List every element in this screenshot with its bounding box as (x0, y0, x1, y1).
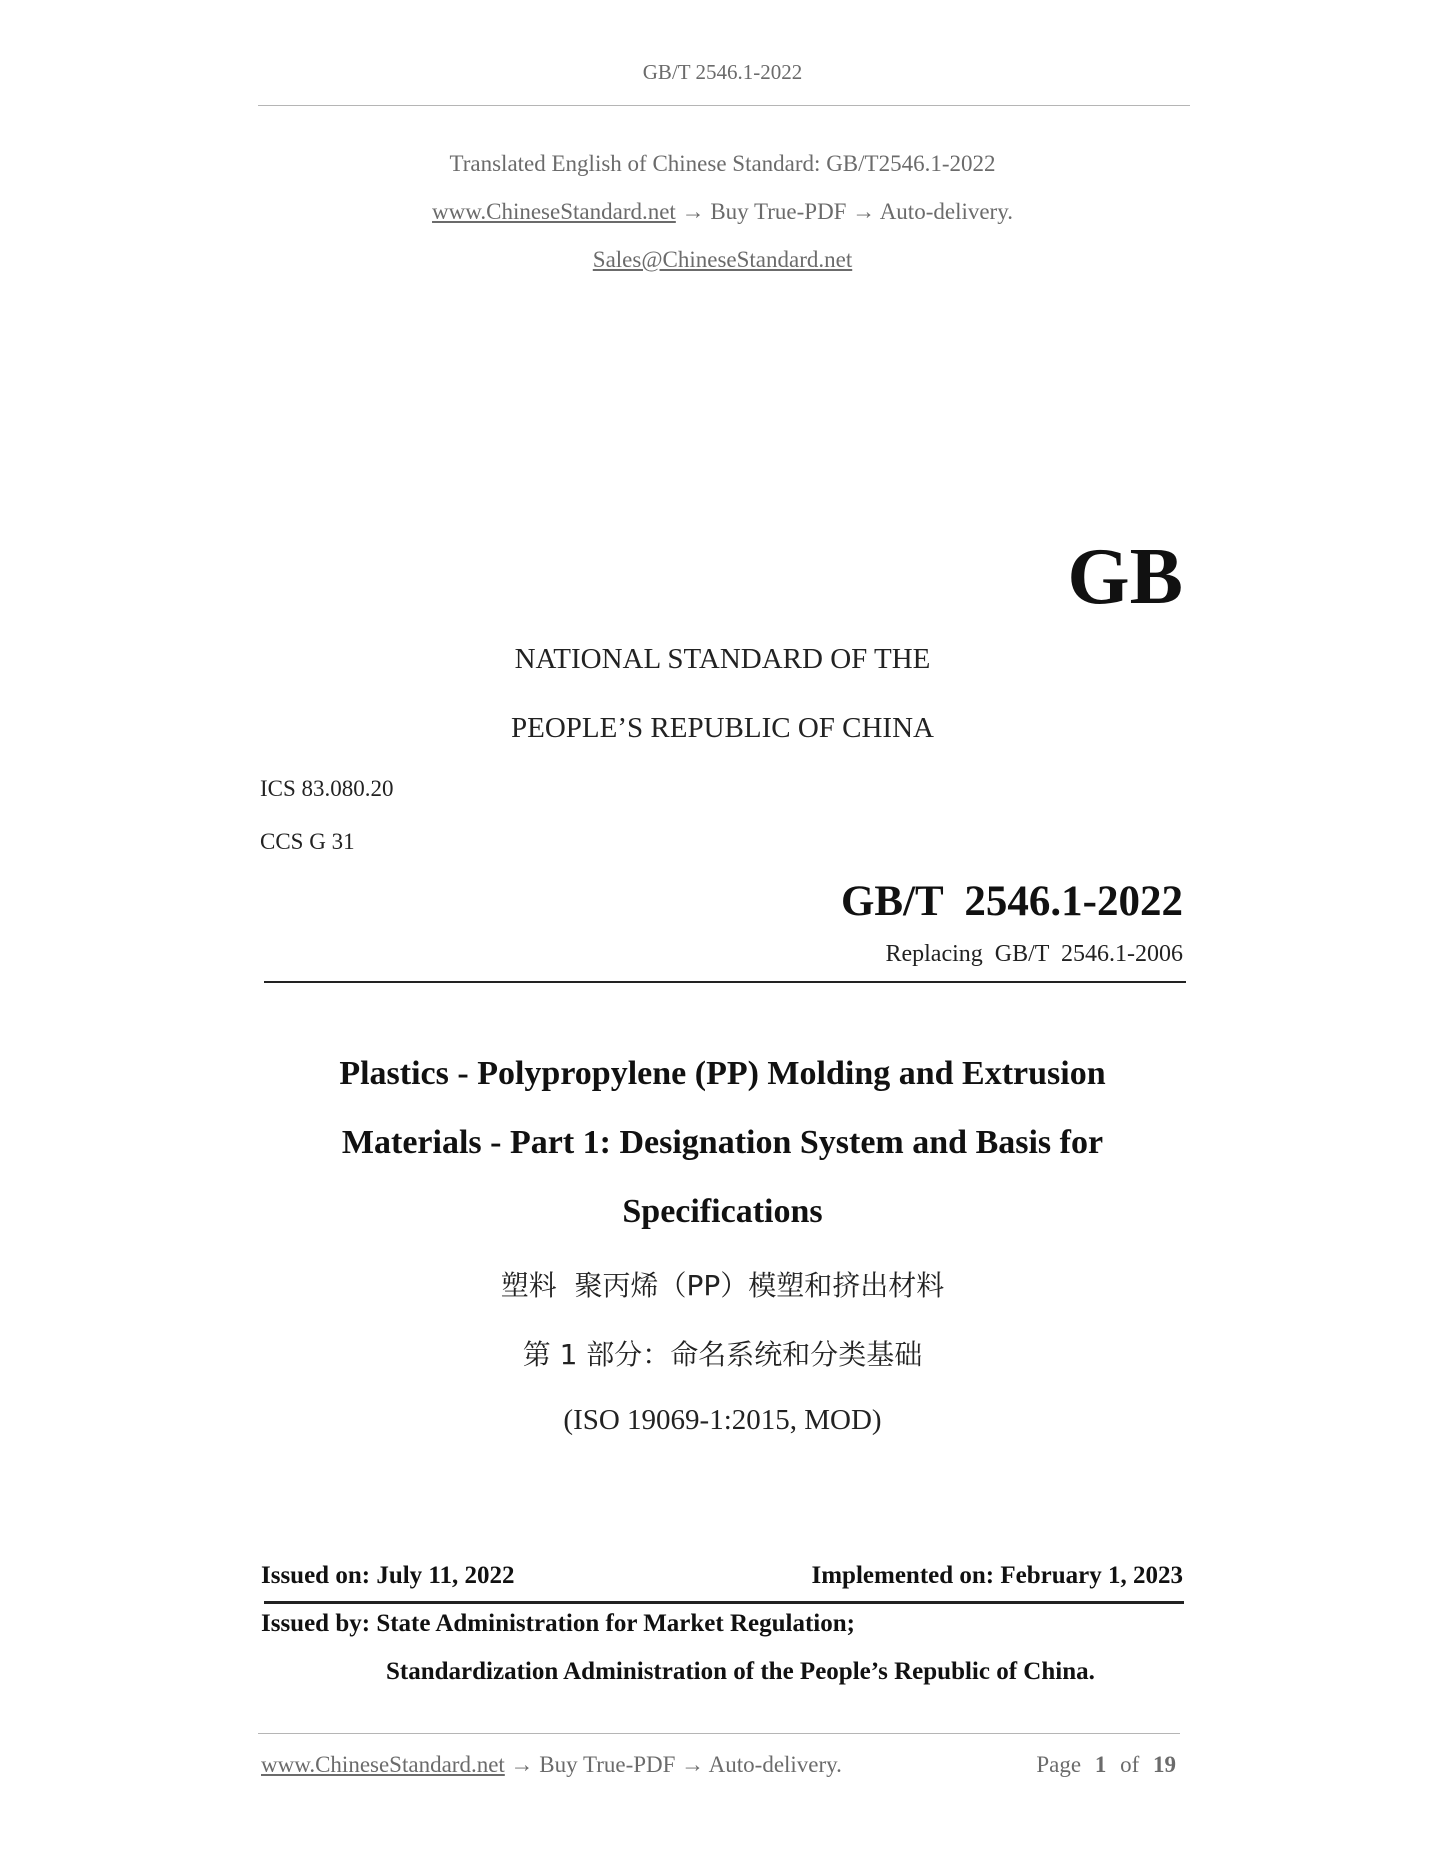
email-link[interactable]: Sales@ChineseStandard.net (592, 247, 853, 272)
replacing-line: Replacing GB/T 2546.1-2006 (885, 941, 1183, 967)
of-label: of (1120, 1752, 1140, 1777)
implemented-on: Implemented on: February 1, 2023 (811, 1562, 1183, 1589)
issued-on: Issued on: July 11, 2022 (261, 1562, 515, 1589)
title-line-1: Plastics - Polypropylene (PP) Molding and Extrusion (339, 1055, 1106, 1092)
footer-buy-text: → Buy True-PDF → Auto-delivery. (510, 1752, 842, 1777)
footer-site-link[interactable]: www.ChineseStandard.net (261, 1752, 505, 1777)
page-number: 1 (1094, 1752, 1107, 1777)
issued-by-2: Standardization Administration of the People’s Republic of China. (386, 1658, 1095, 1685)
national-line-2: PEOPLE’S REPUBLIC OF CHINA (511, 712, 934, 744)
iso-reference: (ISO 19069-1:2015, MOD) (563, 1404, 882, 1436)
gb-mark: GB (1067, 533, 1183, 621)
email-line (0, 247, 1445, 273)
page-label: Page (1036, 1752, 1082, 1777)
total-pages: 19 (1153, 1752, 1176, 1777)
page-indicator (1036, 1752, 1176, 1778)
title-divider (264, 981, 1186, 983)
footer-divider (258, 1733, 1180, 1734)
cn-title-line-1: 塑料 聚丙烯（PP）模塑和挤出材料 (500, 1269, 945, 1302)
site-link[interactable]: www.ChineseStandard.net (432, 199, 676, 224)
ics-code: ICS 83.080.20 (260, 776, 394, 801)
site-buy-line (0, 199, 1445, 225)
title-line-3: Specifications (622, 1193, 823, 1230)
header-divider (258, 105, 1190, 106)
issued-by: Issued by: State Administration for Market Regulation; (261, 1610, 855, 1637)
translated-line: Translated English of Chinese Standard: GB/T2546.1-2022 (449, 151, 996, 176)
running-title: GB/T 2546.1-2022 (642, 60, 803, 84)
title-line-2: Materials - Part 1: Designation System and Basis for (341, 1124, 1104, 1161)
cn-title-line-2: 第 1 部分：命名系统和分类基础 (522, 1338, 923, 1371)
national-line-1: NATIONAL STANDARD OF THE (514, 643, 931, 675)
buy-text: → Buy True-PDF → Auto-delivery. (681, 199, 1013, 224)
standard-number: GB/T 2546.1-2022 (840, 878, 1183, 925)
ccs-code: CCS G 31 (260, 829, 355, 854)
footer-site-buy (261, 1752, 842, 1778)
issue-divider (264, 1601, 1184, 1604)
